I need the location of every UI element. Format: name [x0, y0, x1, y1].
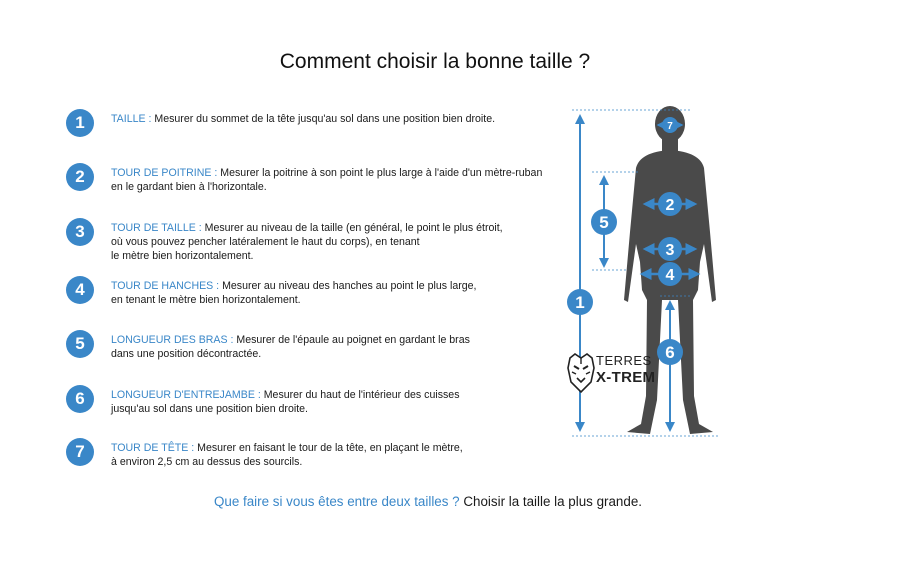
number-badge: 3	[66, 218, 94, 246]
instruction-line: à environ 2,5 cm au dessus des sourcils.	[111, 456, 303, 468]
number-badge: 1	[66, 109, 94, 137]
size-advice-answer: Choisir la taille la plus grande.	[463, 494, 642, 509]
size-advice-question: Que faire si vous êtes entre deux tailles ?	[213, 494, 460, 509]
marker-2	[658, 192, 682, 216]
instruction-line: en le gardant bien à l'horizontale.	[111, 181, 267, 193]
instruction-text	[111, 388, 586, 416]
marker-1	[567, 289, 593, 315]
instruction-line: Mesurer la poitrine à son point le plus large à l'aide d'un mètre-ruban	[220, 167, 543, 179]
number-badge: 5	[66, 330, 94, 358]
logo-line1: TERRES	[596, 353, 652, 368]
brand-logo	[566, 350, 676, 396]
instruction-text	[111, 112, 586, 126]
svg-text:6: 6	[665, 343, 675, 362]
number-badge: 2	[66, 163, 94, 191]
instruction-text	[111, 221, 586, 263]
instruction-label: TOUR DE HANCHES :	[111, 280, 220, 292]
instruction-line: le mètre bien horizontalement.	[111, 250, 254, 262]
number-badge: 6	[66, 385, 94, 413]
svg-text:3: 3	[665, 242, 675, 259]
svg-text:4: 4	[665, 267, 675, 284]
instruction-line: en tenant le mètre bien horizontalement.	[111, 294, 301, 306]
instruction-line: Mesurer au niveau de la taille (en général, le point le plus étroit,	[204, 222, 503, 234]
tiger-head-icon	[566, 352, 596, 394]
svg-text:2: 2	[665, 197, 675, 214]
marker-3	[658, 237, 682, 261]
instruction-line: Mesurer de l'épaule au poignet en gardant le bras	[236, 334, 470, 346]
marker-7	[662, 117, 678, 133]
svg-text:5: 5	[599, 213, 609, 232]
number-badge: 4	[66, 276, 94, 304]
instruction-line: où vous pouvez pencher latéralement le haut du corps), en tenant	[111, 236, 420, 248]
instruction-label: LONGUEUR D'ENTREJAMBE :	[111, 389, 261, 401]
svg-text:7: 7	[667, 121, 673, 132]
page-title: Comment choisir la bonne taille ?	[279, 50, 591, 73]
instruction-text	[111, 279, 586, 307]
instruction-text	[111, 166, 586, 194]
instruction-text	[111, 441, 586, 469]
marker-5	[591, 209, 617, 235]
instruction-line: Mesurer du sommet de la tête jusqu'au sol dans une position bien droite.	[154, 113, 496, 125]
instruction-label: TAILLE :	[111, 113, 152, 125]
svg-text:1: 1	[575, 293, 585, 312]
instruction-line: jusqu'au sol dans une position bien droite.	[111, 403, 308, 415]
instruction-line: dans une position décontractée.	[111, 348, 262, 360]
instruction-label: TOUR DE TÊTE :	[111, 442, 195, 454]
size-advice	[0, 494, 856, 509]
instruction-text	[111, 333, 586, 361]
instruction-label: TOUR DE TAILLE :	[111, 222, 202, 234]
number-badge: 7	[66, 438, 94, 466]
instruction-label: TOUR DE POITRINE :	[111, 167, 218, 179]
logo-line2: X-TREM	[596, 369, 656, 386]
instruction-label: LONGUEUR DES BRAS :	[111, 334, 234, 346]
marker-4	[658, 262, 682, 286]
instruction-line: Mesurer au niveau des hanches au point le plus large,	[222, 280, 477, 292]
instruction-line: Mesurer du haut de l'intérieur des cuisses	[263, 389, 460, 401]
instruction-line: Mesurer en faisant le tour de la tête, en plaçant le mètre,	[197, 442, 463, 454]
